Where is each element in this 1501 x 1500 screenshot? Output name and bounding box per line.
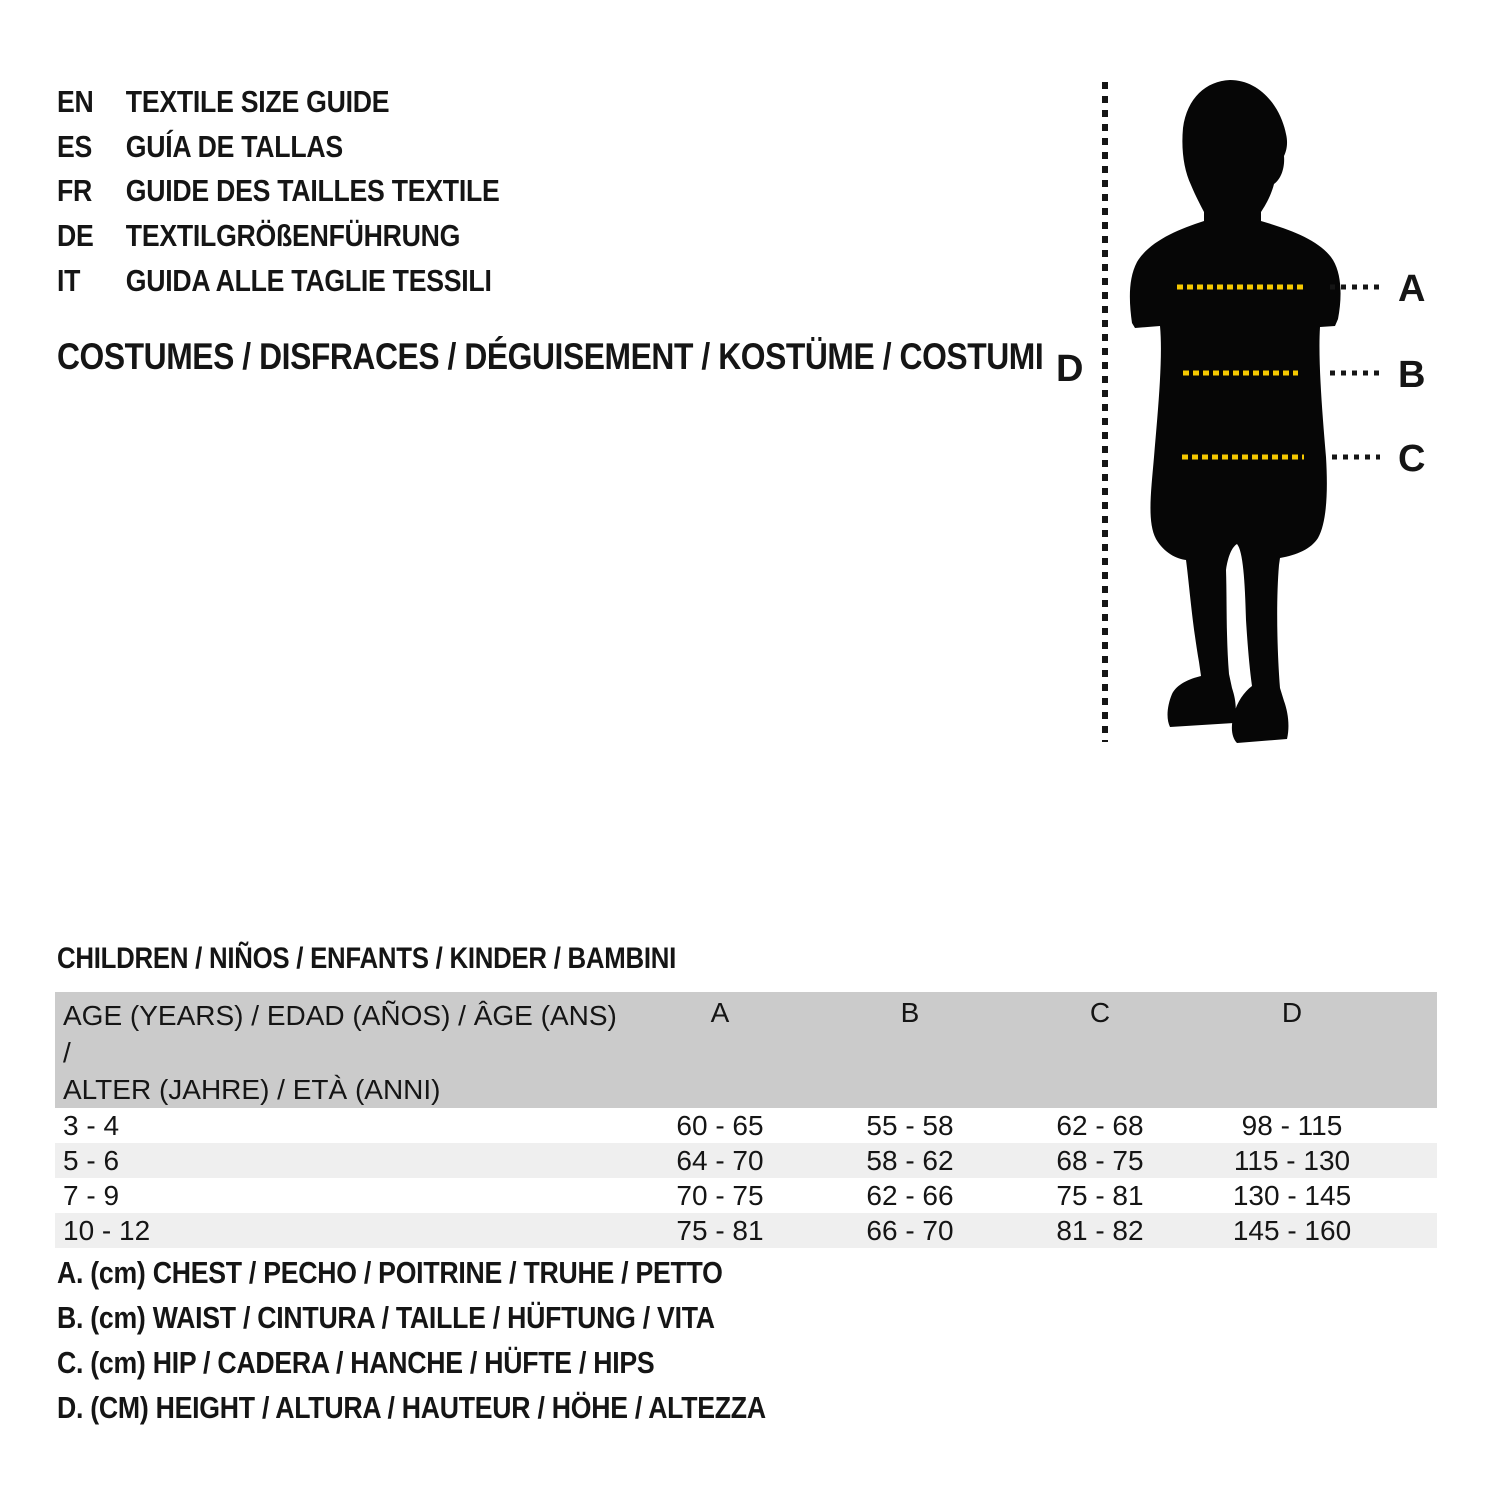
legend-line-height: D. (CM) HEIGHT / ALTURA / HAUTEUR / HÖHE / ALTEZZA [57,1390,766,1425]
waist-cell: 58 - 62 [866,1144,954,1176]
language-title: GUIDA ALLE TAGLIE TESSILI [125,262,492,298]
waist-cell: 55 - 58 [866,1109,954,1141]
waist-cell: 66 - 70 [866,1214,954,1246]
column-header-a: A [625,992,815,1108]
age-cell: 5 - 6 [63,1144,120,1176]
hip-cell: 75 - 81 [1056,1179,1144,1211]
age-header-line1: AGE (YEARS) / EDAD (AÑOS) / ÂGE (ANS) / [63,1000,617,1068]
language-code: EN [57,84,94,119]
language-row-es [57,125,500,170]
column-header-c: C [1005,992,1195,1108]
age-cell: 10 - 12 [63,1214,151,1246]
age-cell: 3 - 4 [63,1109,120,1141]
measure-label-d: D [1056,348,1084,390]
measurement-legend [57,1250,766,1430]
height-cell: 130 - 145 [1232,1179,1352,1211]
category-title: COSTUMES / DISFRACES / DÉGUISEMENT / KOSTÜME / COSTUMI [57,336,1044,377]
section-title-children: CHILDREN / NIÑOS / ENFANTS / KINDER / BAMBINI [57,942,677,975]
table-header-row [55,992,1437,1108]
language-title: GUIDE DES TAILLES TEXTILE [125,173,500,209]
column-header-b: B [815,992,1005,1108]
legend-line-hip: C. (cm) HIP / CADERA / HANCHE / HÜFTE / HIPS [57,1345,655,1380]
chest-cell: 70 - 75 [676,1179,764,1211]
table-row [55,1178,1437,1213]
column-header-age [55,992,625,1108]
measure-label-c: C [1398,438,1426,480]
language-code: DE [57,218,94,254]
table-row [55,1108,1437,1143]
language-row-it [57,259,500,304]
measure-label-b: B [1398,354,1426,396]
height-cell: 115 - 130 [1233,1144,1351,1176]
chest-cell: 75 - 81 [676,1214,764,1246]
language-title: GUÍA DE TALLAS [125,128,343,164]
legend-line-waist: B. (cm) WAIST / CINTURA / TAILLE / HÜFTUNG / VITA [57,1300,715,1335]
child-silhouette-diagram [1030,60,1470,760]
language-row-en [57,80,500,125]
hip-cell: 62 - 68 [1056,1109,1144,1141]
language-code: FR [57,173,93,209]
measure-label-a: A [1398,268,1426,310]
language-title: TEXTILGRÖßENFÜHRUNG [125,218,461,254]
chest-cell: 64 - 70 [676,1144,764,1176]
height-cell: 145 - 160 [1232,1214,1352,1246]
chest-cell: 60 - 65 [676,1109,764,1141]
language-row-fr [57,169,500,214]
hip-cell: 81 - 82 [1056,1214,1144,1246]
table-row [55,1143,1437,1178]
legend-line-chest: A. (cm) CHEST / PECHO / POITRINE / TRUHE / PETTO [57,1255,723,1290]
language-code: ES [57,128,93,164]
language-title: TEXTILE SIZE GUIDE [125,84,390,119]
column-header-d: D [1195,992,1437,1108]
table-row [55,1213,1437,1248]
language-title-list [57,80,500,304]
language-row-de [57,214,500,259]
waist-cell: 62 - 66 [866,1179,954,1211]
age-cell: 7 - 9 [63,1179,120,1211]
age-header-line2: ALTER (JAHRE) / ETÀ (ANNI) [63,1074,441,1105]
measurement-figure [1030,60,1470,760]
language-code: IT [57,262,81,298]
size-table [55,992,1437,1248]
hip-cell: 68 - 75 [1056,1144,1144,1176]
height-cell: 98 - 115 [1241,1109,1343,1141]
child-silhouette [1130,80,1341,743]
